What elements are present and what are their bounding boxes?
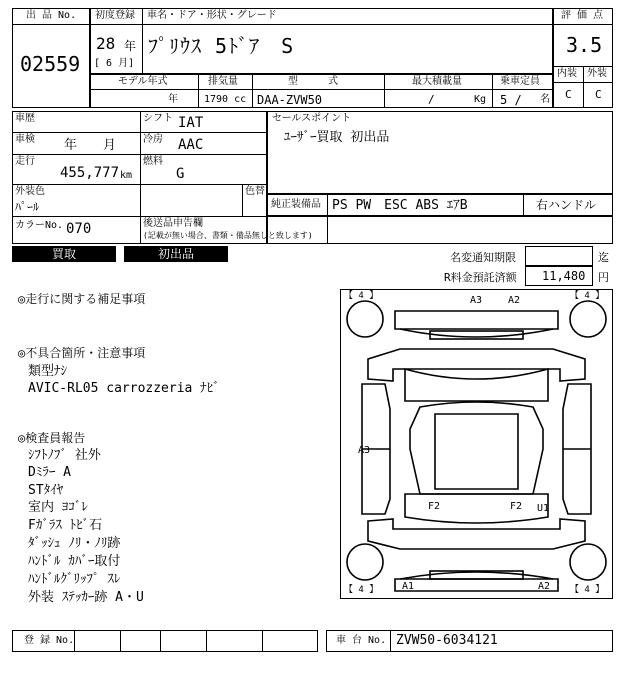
damage-mark-f2-right: F2 (510, 501, 523, 512)
tire-depth-rear-right: 【 4 】 (570, 585, 605, 595)
history-label: 車歴 (15, 113, 35, 124)
score-label: 評 価 点 (561, 10, 604, 21)
damage-mark-a2-bottom: A2 (538, 581, 551, 592)
remarks-inspector-line: Fｶﾞﾗｽ ﾄﾋﾞ石 (28, 518, 103, 533)
damage-mark-a3-top: A3 (470, 295, 483, 306)
remarks-inspector-line: 室内 ﾖｺﾞﾚ (28, 500, 88, 515)
deadline-field (525, 246, 593, 266)
mileage-value: 455,777 (60, 165, 120, 181)
recycle-value: 11,480 (542, 269, 586, 283)
remarks-inspector-line: ﾀﾞｯｼｭ ﾉﾘ・ﾉﾘ跡 (28, 536, 121, 551)
mileage-label: 走行 (15, 156, 35, 167)
tire-depth-rear-left: 【 4 】 (344, 585, 379, 595)
doc-label: 後送品申告欄 (143, 218, 203, 229)
remarks-inspector-line: ｼﾌﾄﾉﾌﾞ 社外 (28, 448, 101, 463)
handle-side: 右ハンドル (536, 198, 597, 212)
equipment-value: PS PW ESC ABS ｴｱB (332, 198, 468, 213)
color-change-label: 色替 (245, 186, 265, 197)
lot-number: 02559 (20, 52, 81, 76)
doc-note: (記載が無い場合、書類・備品無しと致します) (143, 231, 313, 240)
color-no-label: カラーNo. (15, 220, 64, 231)
capacity-unit: 名 (540, 94, 550, 105)
deadline-label: 名変通知期限 (450, 251, 516, 264)
damage-mark-a3-side: A3 (358, 445, 371, 456)
max-load-value: / (428, 93, 435, 106)
sales-point-label: セールスポイント (272, 113, 352, 124)
year-unit: 年 (124, 39, 137, 53)
purchase-badge: 買取 (12, 246, 116, 262)
tire-depth-front-right: 【 4 】 (570, 291, 605, 301)
reg-year-label: 初度登録 (95, 10, 135, 21)
max-load-label: 最大積載量 (412, 76, 462, 87)
car-outline-diagram (340, 289, 613, 599)
interior-label: 内装 (557, 68, 577, 79)
max-load-unit: Kg (474, 94, 487, 105)
damage-mark-f2-left: F2 (428, 501, 441, 512)
inspection-value: 年 月 (64, 138, 117, 153)
lot-label: 出 品 No. (26, 10, 77, 21)
remarks-inspector-line: Dﾐﾗｰ A (28, 465, 71, 480)
fuel-value: G (176, 166, 185, 182)
capacity-value: 5 / (500, 93, 522, 107)
score-value: 3.5 (566, 33, 603, 57)
interior-grade: C (565, 88, 572, 101)
ac-label: 冷房 (143, 134, 163, 145)
damage-mark-a2-top: A2 (508, 295, 521, 306)
chassis-label: 車 台 No. (336, 635, 387, 646)
tire-depth-front-left: 【 4 】 (344, 291, 379, 301)
equipment-label: 純正装備品 (271, 199, 321, 210)
recycle-label: R料金預託済额 (444, 271, 517, 284)
ac-value: AAC (178, 137, 204, 153)
car-name-label: 車名・ドア・形状・グレード (147, 10, 277, 21)
remarks-inspector-line: ﾊﾝﾄﾞﾙｸﾞﾘｯﾌﾟ ｽﾚ (28, 572, 121, 587)
deadline-unit: 迄 (598, 251, 609, 264)
displacement-value: 1790 cc (204, 94, 247, 105)
remarks-inspector-line: ﾊﾝﾄﾞﾙ ｶﾊﾞｰ取付 (28, 554, 121, 569)
sales-point-text: ﾕｰｻﾞｰ買取 初出品 (284, 130, 390, 145)
displacement-label: 排気量 (208, 76, 238, 87)
damage-mark-u1: U1 (537, 503, 550, 514)
remarks-inspector-line: STﾀｲﾔ (28, 483, 64, 498)
shift-value: IAT (178, 115, 204, 131)
capacity-label: 乗車定員 (500, 76, 540, 87)
remarks-defects-heading: ◎不具合箇所・注意事項 (18, 346, 146, 360)
first-listing-badge: 初出品 (124, 246, 228, 262)
remarks-inspector-line: 外装 ｽﾃｯｶｰ跡 A・U (28, 590, 144, 605)
recycle-unit: 円 (598, 271, 609, 284)
exterior-color-label: 外装色 (15, 186, 45, 197)
reg-month: [ 6 月] (94, 58, 135, 69)
model-code-label: 型 式 (288, 76, 338, 87)
remarks-defect-line: AVIC-RL05 carrozzeria ﾅﾋﾞ (28, 381, 220, 396)
model-year-label: モデル年式 (118, 76, 168, 87)
reg-year: 28 (96, 34, 116, 53)
remarks-inspector-heading: ◎検査員報告 (18, 431, 86, 445)
model-code: DAA-ZVW50 (257, 93, 323, 107)
doc-blank-box (267, 216, 613, 244)
car-name: ﾌﾟﾘｳｽ 5ﾄﾞｱ S (148, 34, 295, 58)
mileage-unit: km (120, 170, 133, 181)
chassis-number: ZVW50-6034121 (396, 633, 498, 648)
exterior-label: 外装 (587, 68, 607, 79)
remarks-running-heading: ◎走行に関する補足事項 (18, 292, 146, 306)
exterior-grade: C (595, 88, 602, 101)
fuel-label: 燃料 (143, 156, 163, 167)
shift-label: シフト (143, 113, 173, 124)
model-year-value: 年 (168, 94, 178, 105)
exterior-color-value: ﾊﾟｰﾙ (15, 200, 40, 214)
inspection-label: 車検 (15, 134, 35, 145)
damage-mark-a1-bottom: A1 (402, 581, 415, 592)
reg-no-label: 登 録 No. (24, 635, 75, 646)
color-no-value: 070 (66, 221, 92, 237)
remarks-defect-line: 類型ﾅｼ (28, 364, 68, 379)
